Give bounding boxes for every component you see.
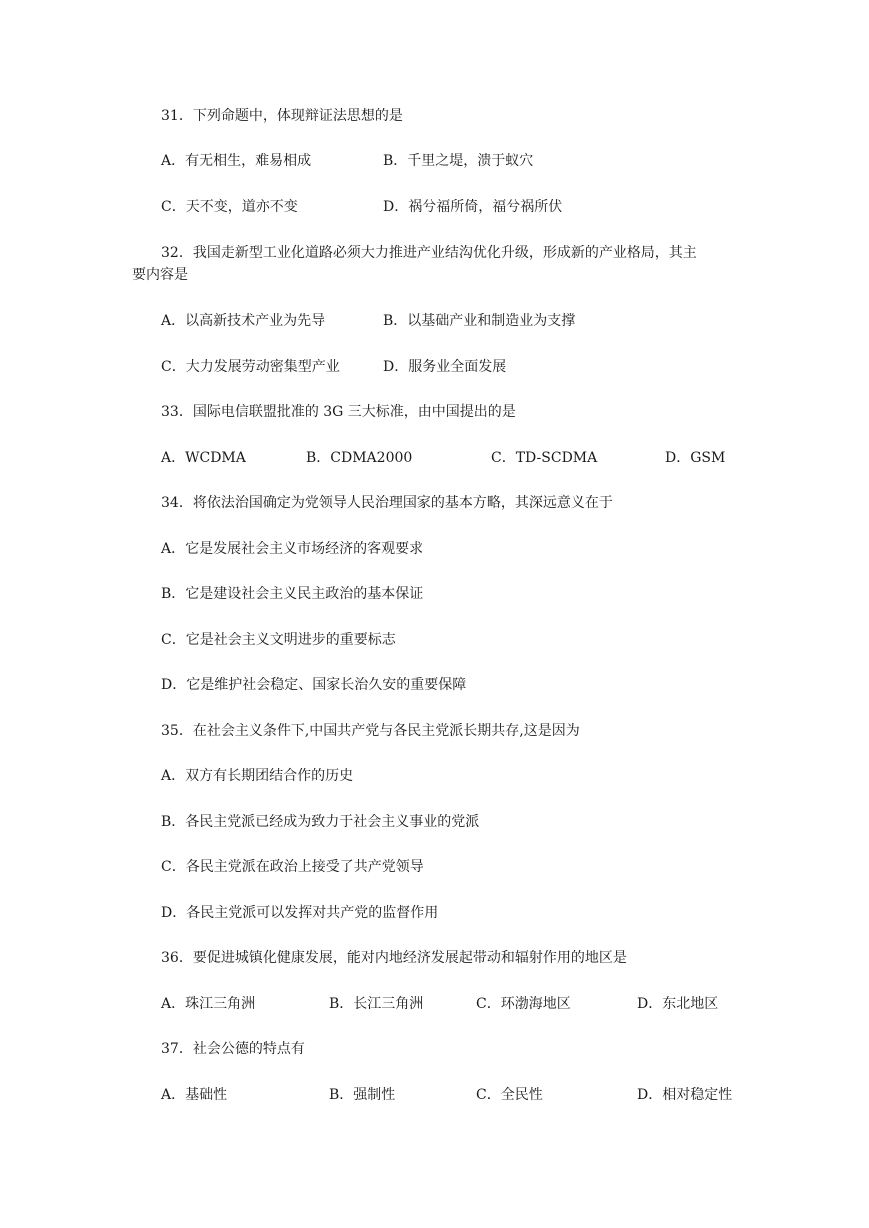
question-31-option-a: A．有无相生，难易相成 [161, 153, 312, 169]
question-33-option-b: B．CDMA2000 [306, 450, 413, 466]
question-36-option-a: A．珠江三角洲 [161, 996, 256, 1012]
question-37-option-a: A．基础性 [161, 1087, 228, 1103]
question-37-option-d: D．相对稳定性 [637, 1087, 733, 1103]
question-34-stem: 34．将依法治国确定为党领导人民治理国家的基本方略，其深远意义在于 [161, 495, 613, 511]
question-32-option-c: C．大力发展劳动密集型产业 [161, 359, 340, 375]
question-32-stem-continued: 要内容是 [132, 267, 188, 283]
question-37-stem: 37．社会公德的特点有 [161, 1041, 305, 1057]
question-35-option-b: B．各民主党派已经成为致力于社会主义事业的党派 [161, 814, 480, 830]
question-33-option-c: C．TD-SCDMA [491, 450, 598, 466]
question-37-option-c: C．全民性 [476, 1087, 543, 1103]
question-33-option-d: D．GSM [665, 450, 726, 466]
question-36-option-b: B．长江三角洲 [329, 996, 424, 1012]
question-35-option-a: A．双方有长期团结合作的历史 [161, 768, 354, 784]
question-32-stem: 32．我国走新型工业化道路必须大力推进产业结沟优化升级，形成新的产业格局，其主 [161, 245, 697, 261]
question-31-option-c: C．天不变，道亦不变 [161, 199, 298, 215]
question-36-option-d: D．东北地区 [637, 996, 719, 1012]
question-35-option-c: C．各民主党派在政治上接受了共产党领导 [161, 859, 424, 875]
question-34-option-c: C．它是社会主义文明进步的重要标志 [161, 632, 396, 648]
question-35-option-d: D．各民主党派可以发挥对共产党的监督作用 [161, 905, 439, 921]
question-36-option-c: C．环渤海地区 [476, 996, 571, 1012]
question-32-option-b: B．以基础产业和制造业为支撑 [383, 313, 576, 329]
question-35-stem: 35．在社会主义条件下,中国共产党与各民主党派长期共存,这是因为 [161, 723, 580, 739]
question-32-option-a: A．以高新技术产业为先导 [161, 313, 326, 329]
question-37-option-b: B．强制性 [329, 1087, 396, 1103]
question-34-option-d: D．它是维护社会稳定、国家长治久安的重要保障 [161, 677, 467, 693]
question-31-option-d: D．祸兮福所倚，福兮祸所伏 [383, 199, 563, 215]
question-36-stem: 36．要促进城镇化健康发展，能对内地经济发展起带动和辐射作用的地区是 [161, 950, 627, 966]
question-33-option-a: A．WCDMA [161, 450, 246, 466]
question-34-option-a: A．它是发展社会主义市场经济的客观要求 [161, 541, 424, 557]
question-31-option-b: B．千里之堤，溃于蚁穴 [383, 153, 534, 169]
question-32-option-d: D．服务业全面发展 [383, 359, 507, 375]
question-31-stem: 31．下列命题中，体现辩证法思想的是 [161, 108, 403, 124]
question-33-stem: 33．国际电信联盟批准的 3G 三大标准，由中国提出的是 [161, 404, 516, 420]
question-34-option-b: B．它是建设社会主义民主政治的基本保证 [161, 586, 424, 602]
